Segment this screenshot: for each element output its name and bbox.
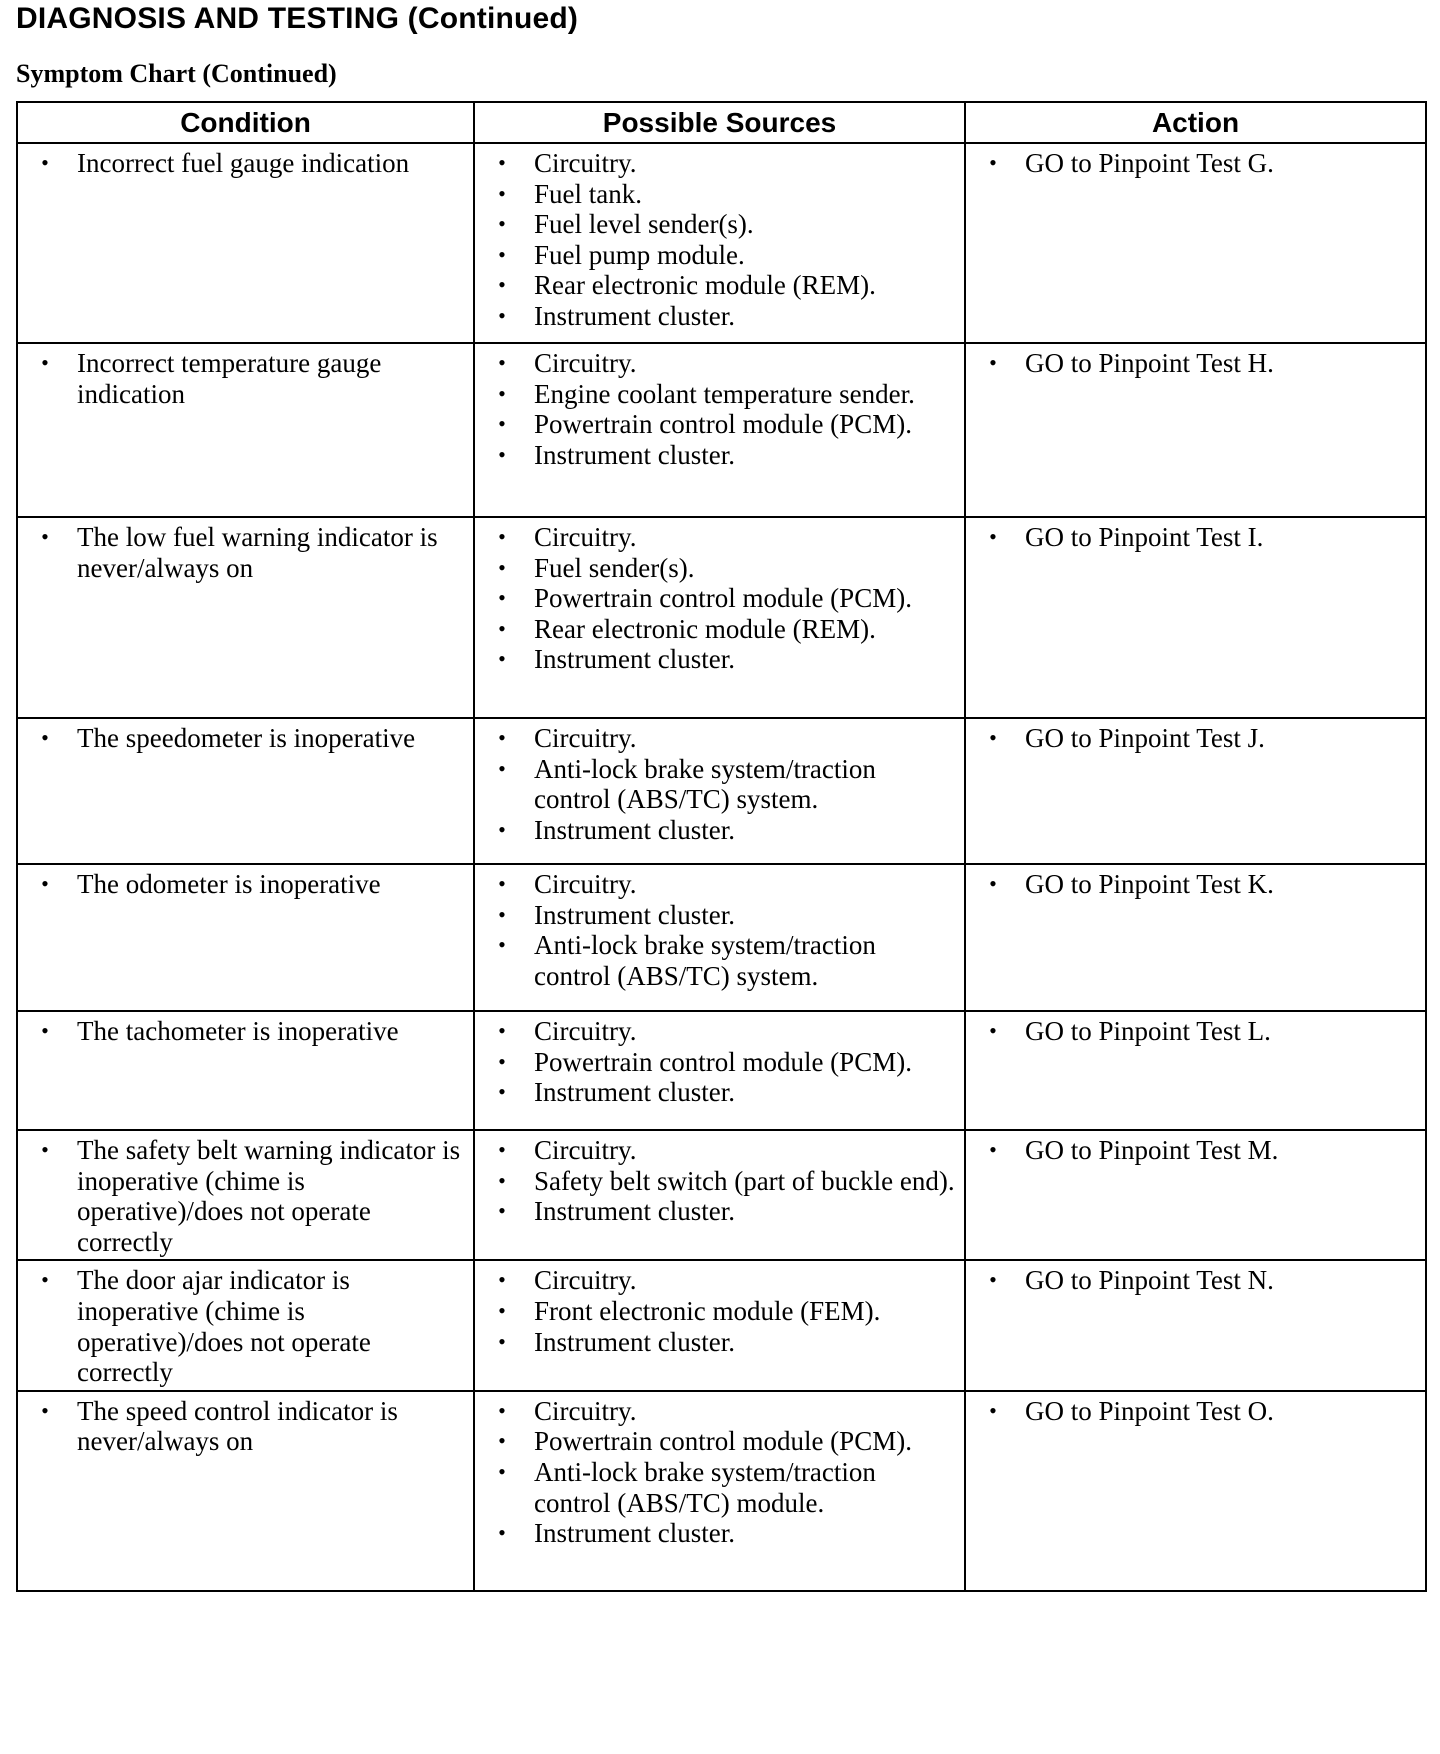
condition-list (26, 1016, 465, 1047)
condition-item-text: The tachometer is inoperative (77, 1016, 399, 1046)
source-item (483, 1296, 956, 1327)
action-item (974, 148, 1417, 179)
action-item (974, 1135, 1417, 1166)
bullet-glyph: • (41, 1397, 49, 1423)
sources-list (483, 148, 956, 332)
bullet-glyph: • (989, 350, 997, 375)
bullet-glyph: • (498, 272, 506, 298)
source-item (483, 553, 956, 584)
bullet-glyph: • (989, 150, 997, 175)
condition-item-text: The odometer is inoperative (77, 869, 381, 899)
source-item-text: Powertrain control module (PCM). (534, 583, 912, 614)
bullet-glyph: • (498, 1137, 506, 1162)
source-item (483, 815, 956, 846)
bullet-glyph: • (41, 1018, 49, 1043)
bullet-glyph: • (498, 411, 506, 437)
condition-cell (17, 517, 474, 718)
bullet-glyph: • (498, 554, 506, 580)
sources-cell (474, 718, 965, 864)
action-item (974, 1016, 1417, 1047)
action-cell (965, 343, 1426, 517)
sources-list (483, 1265, 956, 1357)
condition-list (26, 1265, 465, 1387)
action-cell (965, 1011, 1426, 1130)
condition-cell (17, 343, 474, 517)
action-item (974, 348, 1417, 379)
action-item-text: GO to Pinpoint Test N. (1025, 1265, 1274, 1296)
source-item (483, 614, 956, 645)
source-item-text: Circuitry. (534, 1395, 637, 1426)
source-item (483, 1016, 956, 1047)
bullet-glyph: • (498, 1328, 506, 1354)
sources-cell (474, 1130, 965, 1260)
sources-cell (474, 517, 965, 718)
condition-list (26, 348, 465, 409)
source-item (483, 148, 956, 179)
bullet-glyph: • (498, 1079, 506, 1105)
source-item (483, 179, 956, 210)
bullet-glyph: • (498, 302, 506, 328)
source-item-text: Instrument cluster. (534, 300, 735, 331)
source-item (483, 1077, 956, 1108)
source-item (483, 1457, 956, 1518)
table-row (17, 864, 1426, 1011)
action-item (974, 723, 1417, 754)
chart-title: Symptom Chart (Continued) (16, 59, 337, 88)
source-item (483, 1265, 956, 1296)
bullet-glyph: • (498, 585, 506, 611)
action-list (974, 148, 1417, 179)
source-item-text: Safety belt switch (part of buckle end). (534, 1165, 955, 1196)
action-item-text: GO to Pinpoint Test K. (1025, 869, 1274, 899)
symptom-chart-table (16, 101, 1427, 1592)
sources-list (483, 1396, 956, 1549)
bullet-glyph: • (989, 1267, 997, 1293)
source-item-text: Fuel pump module. (534, 239, 745, 270)
condition-item (26, 869, 465, 900)
bullet-glyph: • (498, 1018, 506, 1043)
action-list (974, 1016, 1417, 1047)
action-list (974, 723, 1417, 754)
action-item-text: GO to Pinpoint Test G. (1025, 148, 1274, 178)
action-cell (965, 517, 1426, 718)
source-item (483, 1396, 956, 1427)
bullet-glyph: • (498, 1048, 506, 1074)
sources-cell (474, 1260, 965, 1390)
sources-cell (474, 143, 965, 343)
table-row (17, 1260, 1426, 1390)
condition-item (26, 723, 465, 754)
source-item-text: Engine coolant temperature sender. (534, 378, 915, 409)
bullet-glyph: • (498, 816, 506, 842)
source-item (483, 379, 956, 410)
source-item-text: Circuitry. (534, 1016, 637, 1046)
sources-list (483, 869, 956, 991)
source-item (483, 1196, 956, 1227)
source-item-text: Instrument cluster. (534, 1077, 735, 1108)
bullet-glyph: • (41, 524, 49, 549)
source-item (483, 1426, 956, 1457)
condition-cell (17, 864, 474, 1011)
action-cell (965, 864, 1426, 1011)
source-item-text: Instrument cluster. (534, 1518, 735, 1549)
source-item (483, 583, 956, 614)
source-item (483, 348, 956, 379)
source-item-text: Circuitry. (534, 522, 637, 552)
action-list (974, 1396, 1417, 1427)
action-list (974, 1135, 1417, 1166)
bullet-glyph: • (498, 524, 506, 549)
bullet-glyph: • (498, 901, 506, 927)
source-item (483, 723, 956, 754)
bullet-glyph: • (498, 871, 506, 896)
bullet-glyph: • (989, 871, 997, 896)
condition-item-text: The speed control indicator is never/always on (77, 1395, 398, 1457)
condition-item (26, 1135, 465, 1257)
condition-cell (17, 1391, 474, 1591)
bullet-glyph: • (498, 615, 506, 641)
header-action: Action (965, 102, 1426, 143)
action-item-text: GO to Pinpoint Test O. (1025, 1395, 1274, 1426)
sources-list (483, 348, 956, 470)
condition-cell (17, 1260, 474, 1390)
action-item (974, 1396, 1417, 1427)
source-item-text: Circuitry. (534, 723, 637, 753)
source-item (483, 301, 956, 332)
action-cell (965, 143, 1426, 343)
bullet-glyph: • (498, 1267, 506, 1293)
table-row (17, 143, 1426, 343)
source-item (483, 900, 956, 931)
table-row (17, 343, 1426, 517)
condition-cell (17, 1011, 474, 1130)
source-item-text: Instrument cluster. (534, 1326, 735, 1357)
sources-list (483, 723, 956, 845)
condition-item (26, 1265, 465, 1387)
source-item-text: Anti-lock brake system/traction control (ABS/TC) system. (534, 753, 876, 815)
action-item (974, 1265, 1417, 1296)
bullet-glyph: • (989, 1137, 997, 1162)
bullet-glyph: • (41, 150, 49, 175)
condition-list (26, 1396, 465, 1457)
source-item (483, 440, 956, 471)
action-item-text: GO to Pinpoint Test I. (1025, 522, 1264, 552)
bullet-glyph: • (498, 150, 506, 175)
action-list (974, 522, 1417, 553)
source-item (483, 1166, 956, 1197)
action-item-text: GO to Pinpoint Test M. (1025, 1135, 1279, 1165)
condition-item (26, 148, 465, 179)
source-item-text: Rear electronic module (REM). (534, 270, 876, 301)
source-item (483, 644, 956, 675)
source-item-text: Circuitry. (534, 1135, 637, 1165)
source-item-text: Fuel tank. (534, 178, 642, 209)
action-item-text: GO to Pinpoint Test J. (1025, 723, 1265, 753)
sources-list (483, 522, 956, 675)
sources-cell (474, 1011, 965, 1130)
table-row (17, 517, 1426, 718)
action-item-text: GO to Pinpoint Test H. (1025, 348, 1274, 378)
source-item-text: Circuitry. (534, 148, 637, 178)
bullet-glyph: • (989, 1018, 997, 1043)
bullet-glyph: • (498, 1297, 506, 1323)
source-item-text: Circuitry. (534, 348, 637, 378)
bullet-glyph: • (41, 871, 49, 896)
bullet-glyph: • (498, 1198, 506, 1224)
source-item-text: Instrument cluster. (534, 439, 735, 470)
source-item-text: Circuitry. (534, 869, 637, 899)
source-item-text: Rear electronic module (REM). (534, 613, 876, 644)
bullet-glyph: • (498, 380, 506, 406)
source-item-text: Fuel level sender(s). (534, 209, 754, 240)
source-item-text: Instrument cluster. (534, 814, 735, 845)
source-item-text: Powertrain control module (PCM). (534, 409, 912, 440)
bullet-glyph: • (498, 725, 506, 750)
condition-item (26, 1396, 465, 1457)
table-body (17, 143, 1426, 1591)
condition-item-text: The safety belt warning indicator is inoperative (chime is operative)/does not operate correctly (77, 1135, 461, 1257)
bullet-glyph: • (41, 1137, 49, 1162)
action-list (974, 348, 1417, 379)
condition-item-text: Incorrect fuel gauge indication (77, 148, 410, 178)
source-item (483, 1327, 956, 1358)
bullet-glyph: • (498, 932, 506, 958)
action-cell (965, 1260, 1426, 1390)
action-cell (965, 718, 1426, 864)
source-item (483, 409, 956, 440)
sources-cell (474, 864, 965, 1011)
source-item-text: Powertrain control module (PCM). (534, 1426, 912, 1457)
source-item (483, 209, 956, 240)
condition-list (26, 522, 465, 583)
bullet-glyph: • (989, 524, 997, 549)
bullet-glyph: • (498, 241, 506, 267)
header-condition: Condition (17, 102, 474, 143)
header-possible-sources: Possible Sources (474, 102, 965, 143)
source-item (483, 270, 956, 301)
bullet-glyph: • (498, 1167, 506, 1193)
table-row (17, 718, 1426, 864)
bullet-glyph: • (498, 1428, 506, 1454)
condition-item (26, 348, 465, 409)
condition-item-text: Incorrect temperature gauge indication (77, 348, 382, 409)
sources-list (483, 1016, 956, 1108)
condition-item-text: The speedometer is inoperative (77, 723, 416, 753)
bullet-glyph: • (498, 1397, 506, 1423)
source-item (483, 522, 956, 553)
action-item (974, 522, 1417, 553)
bullet-glyph: • (498, 1458, 506, 1484)
bullet-glyph: • (41, 1267, 49, 1293)
sources-list (483, 1135, 956, 1227)
source-item-text: Instrument cluster. (534, 644, 735, 675)
condition-list (26, 148, 465, 179)
source-item-text: Circuitry. (534, 1265, 637, 1296)
action-item (974, 869, 1417, 900)
bullet-glyph: • (498, 1520, 506, 1546)
source-item-text: Front electronic module (FEM). (534, 1295, 881, 1326)
condition-item (26, 1016, 465, 1047)
action-list (974, 869, 1417, 900)
bullet-glyph: • (498, 646, 506, 672)
bullet-glyph: • (498, 755, 506, 781)
table-row (17, 1130, 1426, 1260)
table-row (17, 1011, 1426, 1130)
bullet-glyph: • (498, 350, 506, 375)
source-item (483, 754, 956, 815)
source-item (483, 1047, 956, 1078)
source-item-text: Anti-lock brake system/traction control (ABS/TC) module. (534, 1456, 876, 1518)
bullet-glyph: • (989, 725, 997, 750)
bullet-glyph: • (41, 350, 49, 375)
sources-cell (474, 1391, 965, 1591)
condition-cell (17, 143, 474, 343)
page-heading: DIAGNOSIS AND TESTING (Continued) (16, 2, 579, 35)
source-item-text: Powertrain control module (PCM). (534, 1046, 912, 1077)
condition-cell (17, 718, 474, 864)
action-cell (965, 1391, 1426, 1591)
condition-list (26, 1135, 465, 1257)
bullet-glyph: • (498, 180, 506, 206)
table-header-row (17, 102, 1426, 143)
action-item-text: GO to Pinpoint Test L. (1025, 1016, 1271, 1046)
bullet-glyph: • (498, 441, 506, 467)
bullet-glyph: • (41, 725, 49, 750)
condition-list (26, 723, 465, 754)
source-item-text: Anti-lock brake system/traction control (ABS/TC) system. (534, 930, 876, 991)
table-row (17, 1391, 1426, 1591)
condition-item-text: The low fuel warning indicator is never/always on (77, 522, 438, 583)
bullet-glyph: • (989, 1397, 997, 1423)
sources-cell (474, 343, 965, 517)
action-list (974, 1265, 1417, 1296)
source-item-text: Fuel sender(s). (534, 552, 695, 583)
condition-item (26, 522, 465, 583)
bullet-glyph: • (498, 211, 506, 237)
source-item-text: Instrument cluster. (534, 1196, 735, 1227)
source-item-text: Instrument cluster. (534, 899, 735, 930)
source-item (483, 869, 956, 900)
source-item (483, 240, 956, 271)
source-item (483, 930, 956, 991)
condition-list (26, 869, 465, 900)
action-cell (965, 1130, 1426, 1260)
source-item (483, 1518, 956, 1549)
condition-item-text: The door ajar indicator is inoperative (chime is operative)/does not operate correctly (77, 1265, 371, 1388)
condition-cell (17, 1130, 474, 1260)
source-item (483, 1135, 956, 1166)
